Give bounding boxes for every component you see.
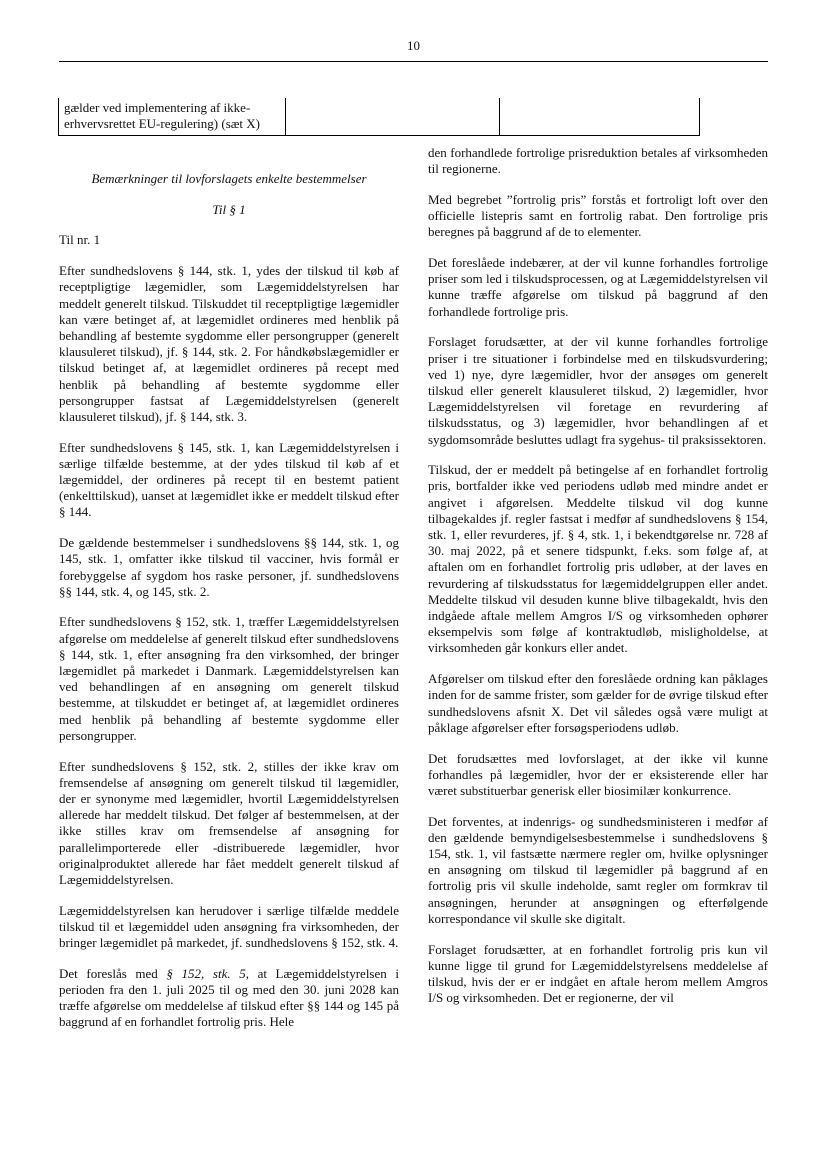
- header-rule: [59, 61, 768, 62]
- paragraph: Lægemiddelstyrelsen kan herudover i særlige tilfælde meddele tilskud til et lægemiddel uden ansøgning fra virksomheden, der bringer lægemidlet på markedet, jf. sundhedslovens § 152, stk. 4.: [59, 902, 399, 951]
- paragraph: Afgørelser om tilskud efter den foreslåede ordning kan påklages inden for de samme frister, som gælder for de øvrige tilskud efter sundhedslovens afsnit X. Det vil således også være muligt at påklage afgørelser efter forsøgsperiodens udløb.: [428, 671, 768, 735]
- paragraph: Det foreslåede indebærer, at der vil kunne forhandles fortrolige priser som led i tilskudsprocessen, og at Lægemiddelstyrelsen vil kunne træffe afgørelse om tilskud på baggrund af den forhandlede fortrolige pris.: [428, 255, 768, 319]
- left-column: [59, 171, 399, 1045]
- page-number: 10: [407, 38, 420, 53]
- paragraph: Tilskud, der er meddelt på betingelse af en forhandlet fortrolig pris, bortfalder ikke ved periodens udløb med mindre andet er angivet i afgørelsen. Meddelte tilskud vil dog kunne tilbagekaldes jf. regler fastsat i medfør af sundhedslovens § 154, stk. 1, eller revurderes, jf. § 4, stk. 1, i bekendtgørelse nr. 728 af 30. maj 2022, på et senere tidspunkt, f.eks. som følge af, at aftalen om en forhandlet fortrolig pris udløber, at der laves en revurdering af tilskudsstatus for lægemiddelgruppen eller andet. Meddelte tilskud vil desuden kunne blive tilbagekaldt, hvis den indgåede aftale mellem Amgros I/S og virksomheden ophører eksempelvis som følge af kontraktudløb, misligholdelse, at virksomheden går konkurs eller andet.: [428, 462, 768, 656]
- section-heading: Bemærkninger til lovforslagets enkelte bestemmelser: [91, 171, 367, 186]
- paragraph: Efter sundhedslovens § 152, stk. 1, træffer Lægemiddelstyrelsen afgørelse om meddelelse af generelt tilskud efter sundhedslovens § 144, stk. 1, efter ansøgning fra den virksomhed, der bringer lægemidlet på markedet i Danmark. Lægemiddelstyrelsen kan ved behandlingen af en ansøgning om generelt tilskud bestemme, at tilskuddet er betinget af, at lægemidlet ordineres med henblik på behandling af bestemte sygdomme eller persongrupper.: [59, 614, 399, 743]
- table-cell-label: gælder ved implementering af ikke-erhvervsrettet EU-regulering) (sæt X): [59, 98, 286, 135]
- paragraph: Det forventes, at indenrigs- og sundhedsministeren i medfør af den gældende bemyndigelsesbestemmelse i sundhedslovens § 154, stk. 1, vil fastsætte nærmere regler om, hvilke oplysninger en ansøgning om tilskud til lægemidler på baggrund af en fortrolig pris vil skulle indeholde, samt regler om formkrav til ansøgningen, herunder at ansøgningen og efterfølgende korrespondance vil skulle ske digitalt.: [428, 813, 768, 926]
- paragraph: Efter sundhedslovens § 152, stk. 2, stilles der ikke krav om fremsendelse af ansøgning om generelt tilskud til lægemidler, der er synonyme med lægemidler, hvortil Lægemiddelstyrelsen allerede har meddelt tilskud. Det følger af bestemmelsen, at der ikke stilles krav om fremsendelse af ansøgning for parallelimporterede eller -distribuerede lægemidler, hvor originalproduktet allerede har fået meddelt generelt tilskud af Lægemiddelstyrelsen.: [59, 758, 399, 888]
- paragraph-text: at Lægemiddelstyrelsen i perioden fra den 1. juli 2025 til og med den 30. juni 2028 kan træffe afgørelse om meddelelse af tilskud efter §§ 144 og 145 på baggrund af en forhandlet fortrolig pris. Hele: [59, 965, 399, 1030]
- item-heading: Til nr. 1: [59, 232, 101, 248]
- table-cell-empty: [500, 98, 700, 135]
- table-cell-empty: [286, 98, 500, 135]
- paragraph: Forslaget forudsætter, at der vil kunne forhandles fortrolige priser i tre situationer i forbindelse med en tilskudsvurdering; ved 1) nye, dyre lægemidler, hvor der ansøges om generelt tilskud eller generelt klausuleret tilskud, 2) lægemidler, hvor Lægemiddelstyrelsen vil foretage en revurdering af tilskudsstatus, og 3) lægemidler, hvor behandlingen af et sygdomsområde besluttes udlagt fra sygehus- til praksissektoren.: [428, 334, 768, 447]
- paragraph: den forhandlede fortrolige prisreduktion betales af virksomheden til regionerne.: [428, 145, 768, 177]
- paragraph: Med begrebet ”fortrolig pris” forstås et fortroligt loft over den officielle listepris samt en fortrolig rabat. Den fortrolige pris beregnes på baggrund af de to elementer.: [428, 191, 768, 240]
- paragraph-text: Det foreslås med: [59, 965, 167, 981]
- paragraph: Forslaget forudsætter, at en forhandlet fortrolig pris kun vil kunne ligge til grund for Lægemiddelstyrelsens meddelelse af tilskud, hvis der er er indgået en aftale herom mellem Amgros I/S og virksomheden. Det er regionerne, der vil: [428, 941, 768, 1006]
- assessment-table-fragment: [58, 98, 700, 136]
- provision-reference: § 152, stk. 5,: [166, 965, 249, 981]
- section-subheading: Til § 1: [212, 201, 246, 217]
- paragraph: De gældende bestemmelser i sundhedslovens §§ 144, stk. 1, og 145, stk. 1, omfatter ikke tilskud til vacciner, hvis formål er forebyggelse af sygdom hos raske personer, jf. sundhedslovens §§ 144, stk. 4, og 145, stk. 2.: [59, 535, 399, 599]
- paragraph: Efter sundhedslovens § 145, stk. 1, kan Lægemiddelstyrelsen i særlige tilfælde bestemme, at der ydes tilskud til køb af et lægemiddel, der ordineres på recept til en bestemt patient (enkelttilskud), uanset at lægemidlet ikke er meddelt tilskud efter § 144.: [59, 439, 399, 520]
- paragraph: Det forudsættes med lovforslaget, at der ikke vil kunne forhandles på lægemidler, hvor der er eksisterende eller har været substituerbar generisk eller biosimilær konkurrence.: [428, 750, 768, 798]
- paragraph: Efter sundhedslovens § 144, stk. 1, ydes der tilskud til køb af receptpligtige lægemidler, som Lægemiddelstyrelsen har meddelt generelt tilskud. Tilskuddet til receptpligtige lægemidler kan være betinget af, at lægemidlet ordineres med henblik på behandling af bestemte sygdomme eller persongrupper (generelt klausuleret tilskud), jf. § 144, stk. 2. For håndkøbslægemidler er tilskud betinget af, at lægemidlet ordineres på recept med henblik på behandling af bestemte sygdomme eller persongrupper fastsat af Lægemiddelstyrelsen (generelt klausuleret tilskud), jf. § 144, stk. 3.: [59, 263, 399, 424]
- right-column: [428, 145, 768, 1021]
- paragraph: [59, 966, 399, 1031]
